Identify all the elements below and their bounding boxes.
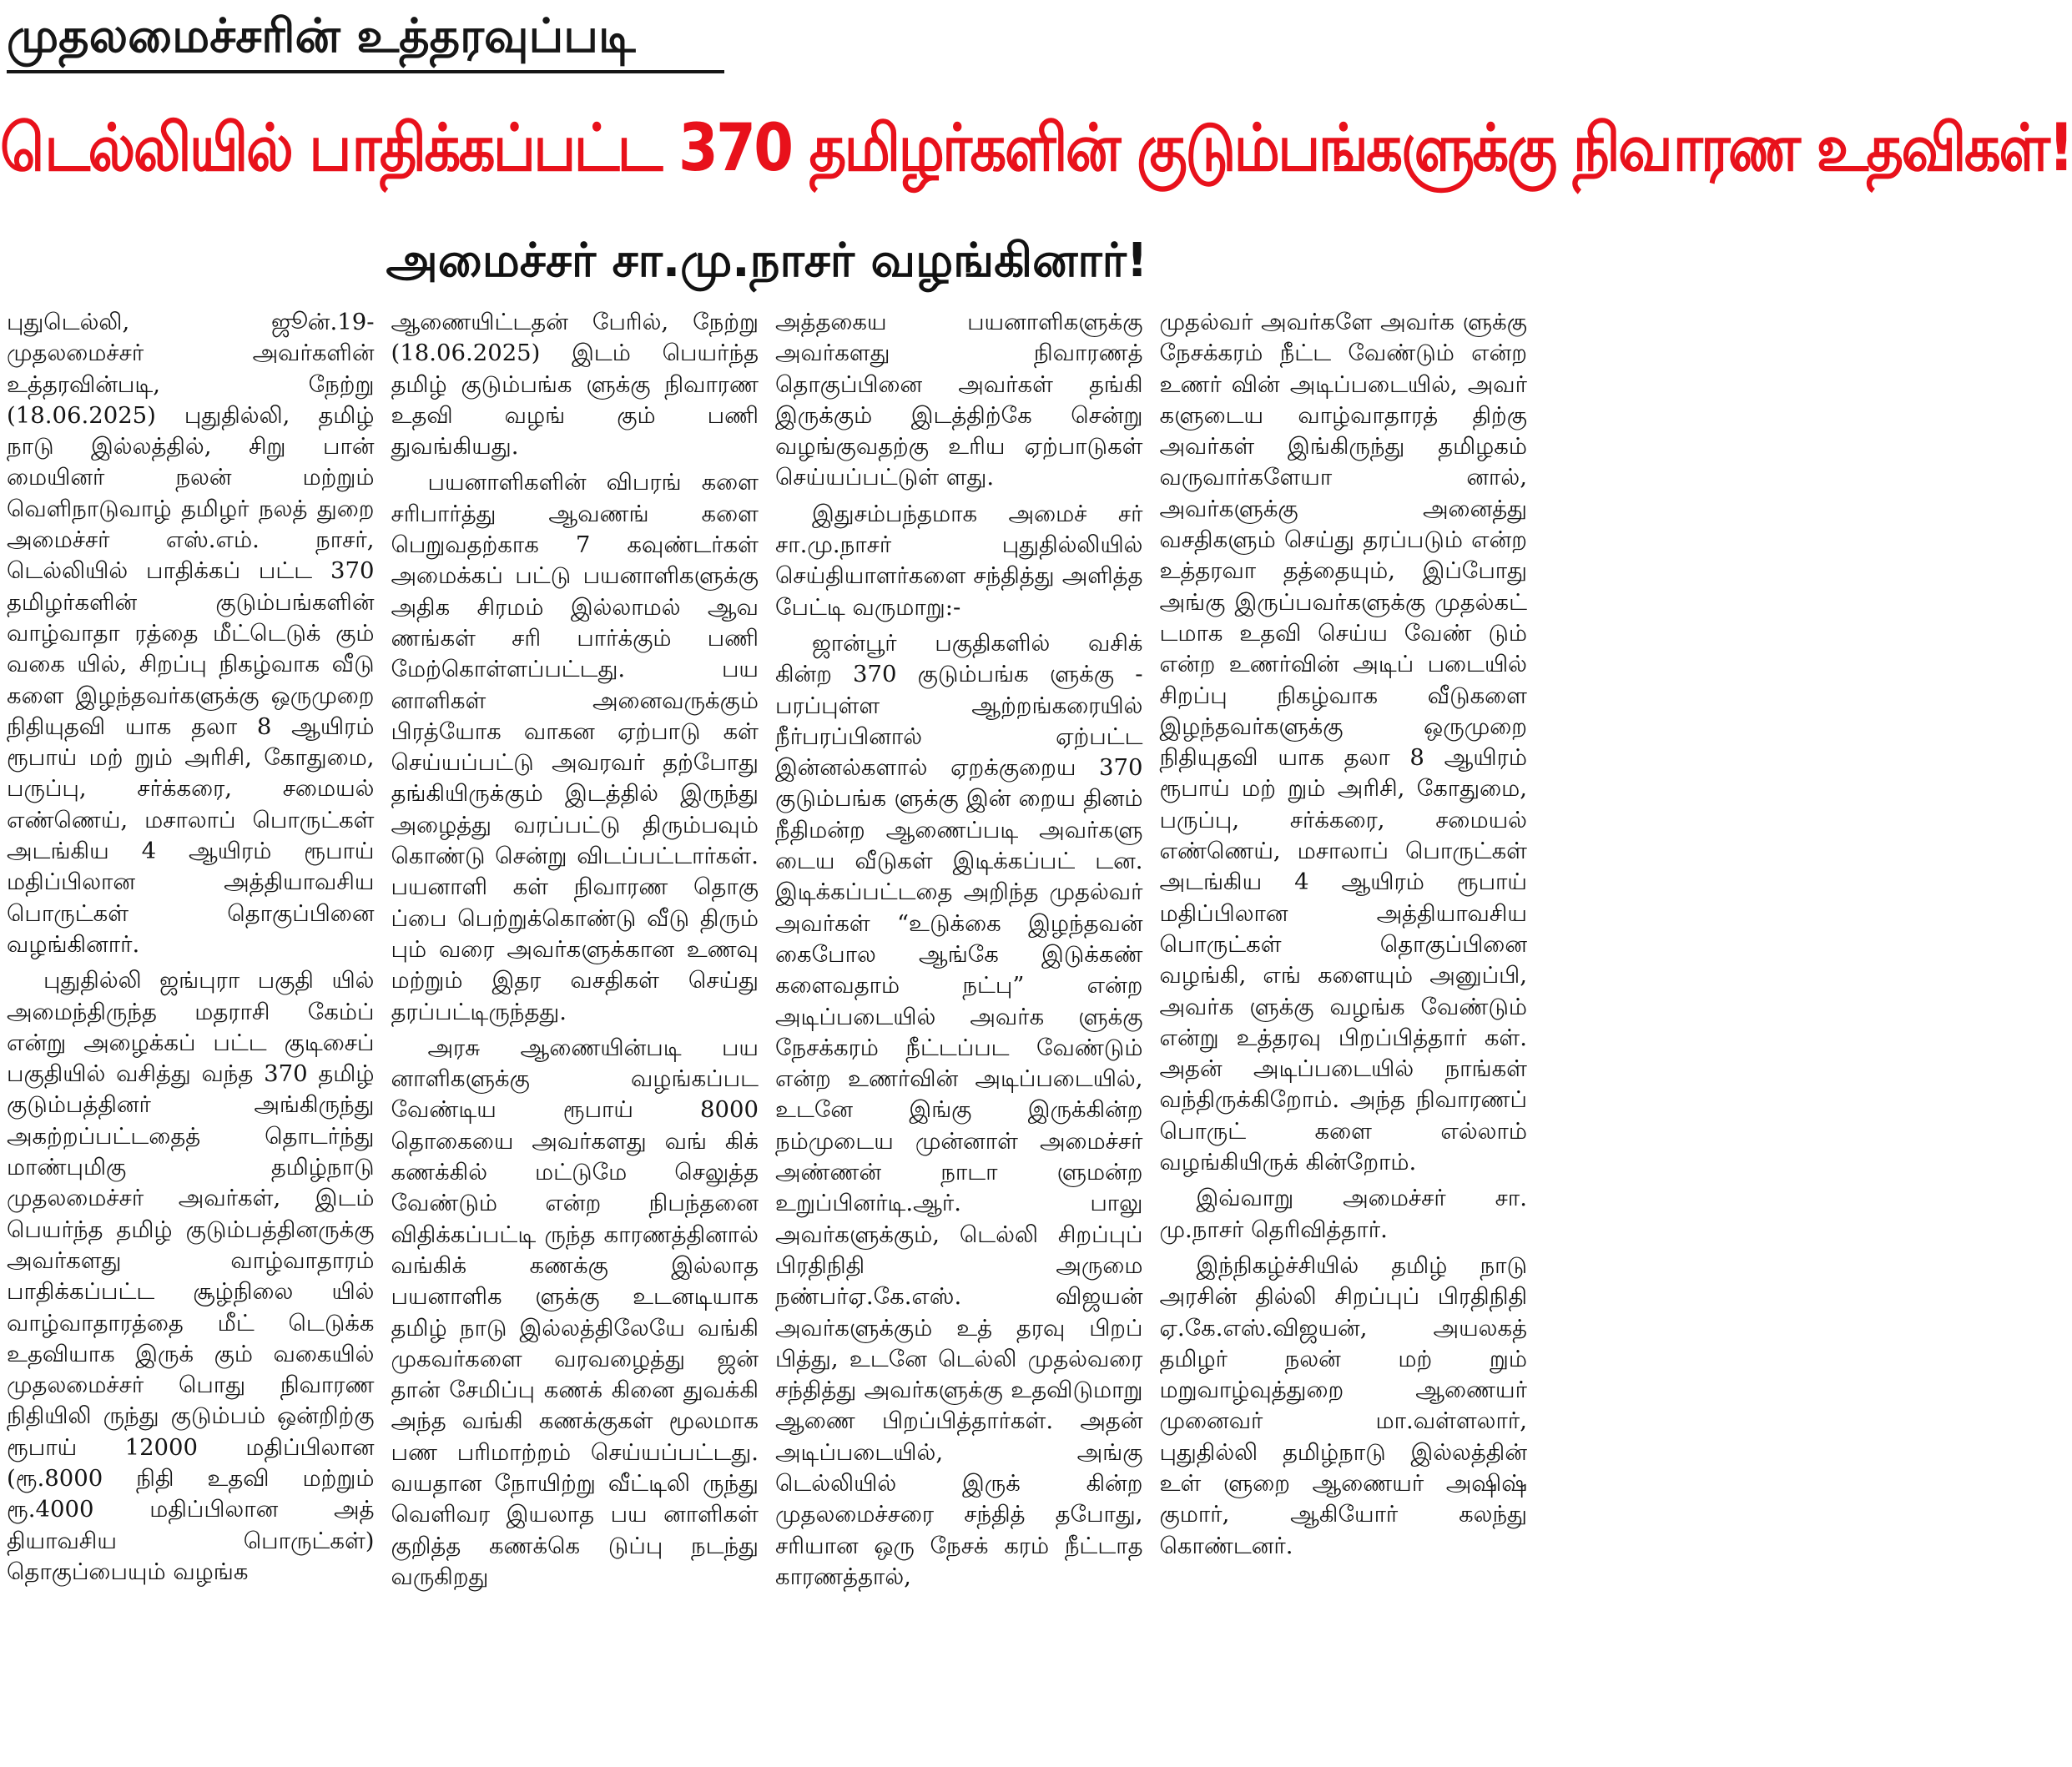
main-headline: டெல்லியில் பாதிக்கப்பட்ட 370 தமிழர்களின் குடும்பங்களுக்கு நிவாரண உதவிகள்!	[0, 111, 2072, 186]
article-paragraph: இதுசம்பந்தமாக அமைச் சர் சா.மு.நாசர் புதுதில்லியில் செய்தியாளர்களை சந்தித்து அளித்த பேட்டி வருமாறு:-	[775, 500, 1143, 621]
article-column-2	[391, 307, 759, 1764]
article-paragraph: புதுடெல்லி, ஜூன்.19- முதலமைச்சர் அவர்களின் உத்தரவின்படி, நேற்று (18.06.2025) புதுதில்லி, தமிழ் நாடு இல்லத்தில், சிறு பான் மையினர் நலன் மற்றும் வெளிநாடுவாழ் தமிழர் நலத் துறை அமைச்சர் எஸ்.எம். நாசர், டெல்லியில் பாதிக்கப் பட்ட 370 தமிழர்களின் குடும்பங்களின் வாழ்வாதா ரத்தை மீட்டெடுக் கும் வகை யில், சிறப்பு நிகழ்வாக வீடு களை இழந்தவர்களுக்கு ஒருமுறை நிதியுதவி யாக தலா 8 ஆயிரம் ரூபாய் மற் றும் அரிசி, கோதுமை, பருப்பு, சர்க்கரை, சமையல் எண்ணெய், மசாலாப் பொருட்கள் அடங்கிய 4 ஆயிரம் ரூபாய் மதிப்பிலான அத்தியாவசிய பொருட்கள் தொகுப்பினை வழங்கினார்.	[7, 309, 375, 958]
article-paragraph: அத்தகைய பயனாளிகளுக்கு அவர்களது நிவாரணத் தொகுப்பினை அவர்கள் தங்கி இருக்கும் இடத்திற்கே சென்று வழங்குவதற்கு உரிய ஏற்பாடுகள் செய்யப்பட்டுள் ளது.	[775, 309, 1143, 491]
kicker-headline: முதலமைச்சரின் உத்தரவுப்படி	[7, 5, 724, 73]
article-column-4	[1160, 307, 1528, 1764]
article-paragraph: அரசு ஆணையின்படி பய னாளிகளுக்கு வழங்கப்பட வேண்டிய ரூபாய் 8000 தொகையை அவர்களது வங் கிக் கணக்கில் மட்டுமே செலுத்த வேண்டும் என்ற நிபந்தனை விதிக்கப்பட்டி ருந்த காரணத்தினால் வங்கிக் கணக்கு இல்லாத பயனாளிக ளுக்கு உடனடியாக தமிழ் நாடு இல்லத்திலேயே வங்கி முகவர்களை வரவழைத்து ஜன் தான் சேமிப்பு கணக் கினை துவக்கி அந்த வங்கி கணக்குகள் மூலமாக பண பரிமாற்றம் செய்யப்பட்டது. வயதான நோயிற்று வீட்டிலி ருந்து வெளிவர இயலாத பய னாளிகள் குறித்த கணக்கெ டுப்பு நடந்து வருகிறது	[391, 1034, 759, 1590]
article-column-3	[775, 307, 1143, 1764]
article-paragraph: இந்நிகழ்ச்சியில் தமிழ் நாடு அரசின் தில்லி சிறப்புப் பிரதிநிதி ஏ.கே.எஸ்.விஜயன், அயலகத் தமிழர் நலன் மற் றும் மறுவாழ்வுத்துறை ஆணையர் முனைவர் மா.வள்ளலார், புதுதில்லி தமிழ்நாடு இல்லத்தின் உள் ளுறை ஆணையர் அஷிஷ் குமார், ஆகியோர் கலந்து கொண்டனர்.	[1159, 1251, 1527, 1559]
article-paragraph: முதல்வர் அவர்களே அவர்க ளுக்கு நேசக்கரம் நீட்ட வேண்டும் என்ற உணர் வின் அடிப்படையில், அவர் களுடைய வாழ்வாதாரத் திற்கு அவர்கள் இங்கிருந்து தமிழகம் வருவார்களேயா னால், அவர்களுக்கு அனைத்து வசதிகளும் செய்து தரப்படும் என்ற உத்தரவா தத்தையும், இப்போது அங்கு இருப்பவர்களுக்கு முதல்கட் டமாக உதவி செய்ய வேண் டும் என்ற உணர்வின் அடிப் படையில் சிறப்பு நிகழ்வாக வீடுகளை இழந்தவர்களுக்கு ஒருமுறை நிதியுதவி யாக தலா 8 ஆயிரம் ரூபாய் மற் றும் அரிசி, கோதுமை, பருப்பு, சர்க்கரை, சமையல் எண்ணெய், மசாலாப் பொருட்கள் அடங்கிய 4 ஆயிரம் ரூபாய் மதிப்பிலான அத்தியாவசிய பொருட்கள் தொகுப்பினை வழங்கி, எங் களையும் அனுப்பி, அவர்க ளுக்கு வழங்க வேண்டும் என்று உத்தரவு பிறப்பித்தார் கள். அதன் அடிப்படையில் நாங்கள் வந்திருக்கிறோம். அந்த நிவாரணப் பொருட் களை எல்லாம் வழங்கியிருக் கின்றோம்.	[1159, 309, 1527, 1176]
article-column-1	[7, 307, 375, 1764]
article-paragraph: ஆணையிட்டதன் பேரில், நேற்று (18.06.2025) இடம் பெயர்ந்த தமிழ் குடும்பங்க ளுக்கு நிவாரண உதவி வழங் கும் பணி துவங்கியது.	[391, 309, 759, 461]
article-body	[7, 307, 1527, 1764]
article-paragraph: புதுதில்லி ஜங்புரா பகுதி யில் அமைந்திருந்த மதராசி கேம்ப் என்று அழைக்கப் பட்ட குடிசைப் பகுதியில் வசித்து வந்த 370 தமிழ் குடும்பத்தினர் அங்கிருந்து அகற்றப்பட்டதைத் தொடர்ந்து மாண்புமிகு தமிழ்நாடு முதலமைச்சர் அவர்கள், இடம் பெயர்ந்த தமிழ் குடும்பத்தினருக்கு அவர்களது வாழ்வாதாரம் பாதிக்கப்பட்ட சூழ்நிலை யில் வாழ்வாதாரத்தை மீட் டெடுக்க உதவியாக இருக் கும் வகையில் முதலமைச்சர் பொது நிவாரண நிதியிலி ருந்து குடும்பம் ஒன்றிற்கு ரூபாய் 12000 மதிப்பிலான (ரூ.8000 நிதி உதவி மற்றும் ரூ.4000 மதிப்பிலான அத் தியாவசிய பொருட்கள்) தொகுப்பையும் வழங்க	[7, 967, 375, 1585]
article-paragraph: பயனாளிகளின் விபரங் களை சரிபார்த்து ஆவணங் களை பெறுவதற்காக 7 கவுண்டர்கள் அமைக்கப் பட்டு பயனாளிகளுக்கு அதிக சிரமம் இல்லாமல் ஆவ ணங்கள் சரி பார்க்கும் பணி மேற்கொள்ளப்பட்டது. பய னாளிகள் அனைவருக்கும் பிரத்யோக வாகன ஏற்பாடு கள் செய்யப்பட்டு அவரவர் தற்போது தங்கியிருக்கும் இடத்தில் இருந்து அழைத்து வரப்பட்டு திரும்பவும் கொண்டு சென்று விடப்பட்டார்கள். பயனாளி கள் நிவாரண தொகு ப்பை பெற்றுக்கொண்டு வீடு திரும் பும் வரை அவர்களுக்கான உணவு மற்றும் இதர வசதிகள் செய்து தரப்பட்டிருந்தது.	[391, 469, 759, 1025]
article-paragraph: இவ்வாறு அமைச்சர் சா. மு.நாசர் தெரிவித்தார்.	[1159, 1185, 1527, 1243]
article-paragraph: ஜான்பூர் பகுதிகளில் வசிக் கின்ற 370 குடும்பங்க ளுக்கு - பரப்புள்ள ஆற்றங்கரையில் நீர்பரப்பினால் ஏற்பட்ட இன்னல்களால் ஏறக்குறைய 370 குடும்பங்க ளுக்கு இன் றைய தினம் நீதிமன்ற ஆணைப்படி அவர்களு டைய வீடுகள் இடிக்கப்பட் டன. இடிக்கப்பட்டதை அறிந்த முதல்வர் அவர்கள் “உடுக்கை இழந்தவன் கைபோல ஆங்கே இடுக்கண் களைவதாம் நட்பு” என்ற அடிப்படையில் அவர்க ளுக்கு நேசக்கரம் நீட்டப்பட வேண்டும் என்ற உணர்வின் அடிப்படையில், உடனே இங்கு இருக்கின்ற நம்முடைய முன்னாள் அமைச்சர் அண்ணன் நாடா ளுமன்ற உறுப்பினர்டி.ஆர். பாலு அவர்களுக்கும், டெல்லி சிறப்புப் பிரதிநிதி அருமை நண்பர்ஏ.கே.எஸ். விஜயன் அவர்களுக்கும் உத் தரவு பிறப் பித்து, உடனே டெல்லி முதல்வரை சந்தித்து அவர்களுக்கு உதவிடுமாறு ஆணை பிறப்பித்தார்கள். அதன் அடிப்படையில், அங்கு டெல்லியில் இருக் கின்ற முதலமைச்சரை சந்தித் தபோது, சரியான ஒரு நேசக் கரம் நீட்டாத காரணத்தால்,	[775, 629, 1143, 1590]
subheadline: அமைச்சர் சா.மு.நாசர் வழங்கினார்!	[386, 234, 1148, 288]
